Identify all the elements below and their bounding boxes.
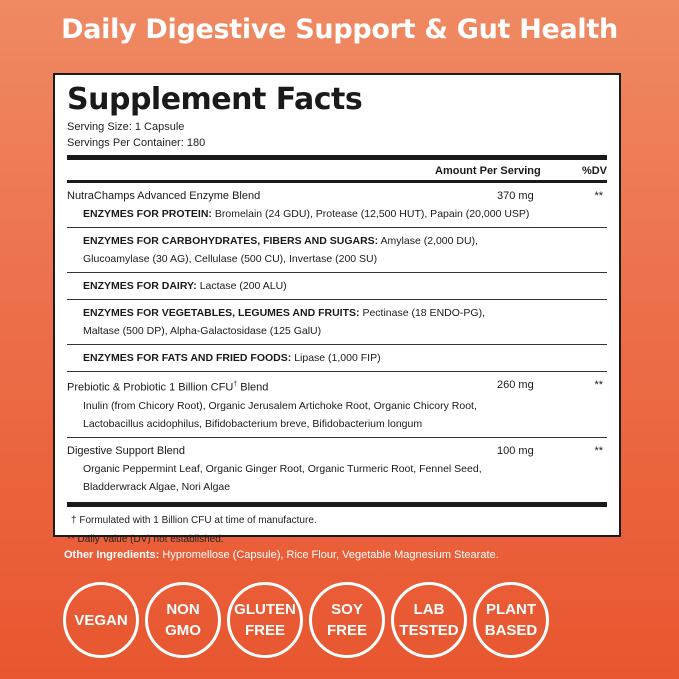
badge-line: GLUTEN [234,601,296,618]
enzyme-group [67,345,607,371]
plant-based-badge [473,582,549,658]
column-header-row [67,160,607,180]
other-ingredients-text: Hypromellose (Capsule), Rice Flour, Vegetable Magnesium Stearate. [159,549,499,561]
blend-row [67,372,607,397]
blend-row [67,438,607,460]
badge-line: VEGAN [74,611,128,629]
enzyme-group-label: ENZYMES FOR DAIRY: [83,280,197,292]
blend-name: Prebiotic & Probiotic 1 Billion CFU [67,381,234,394]
badge-line: TESTED [399,622,459,639]
gluten-free-badge [227,582,303,658]
badge-line: PLANT [486,601,536,618]
blend-amount: 370 mg [497,190,534,202]
enzyme-group-text: Bromelain (24 GDU), Protease (12,500 HUT), Papain (20,000 USP) [214,208,530,220]
enzyme-group-text: Pectinase (18 ENDO-PG), [362,307,485,319]
blend-row [67,183,607,205]
other-ingredients [64,549,499,561]
dv-header: %DV [581,165,607,177]
lab-tested-badge [391,582,467,658]
badge-line: GMO [165,622,201,639]
enzyme-group-text: Glucoamylase (30 AG), Cellulase (500 CU), Invertase (200 SU) [83,253,378,265]
blend-ingredients [67,397,607,437]
enzyme-group-text: Lactase (200 ALU) [199,280,287,292]
enzyme-group-text: Lipase (1,000 FIP) [294,352,381,364]
blend-dv: ** [594,444,603,457]
blend-dv: ** [594,379,603,391]
blend-name-suffix: Blend [237,381,269,394]
ingredients-line: Bladderwrack Algae, Nori Algae [83,480,231,493]
footnote-dv: ** Daily Value (DV) not established. [67,533,224,545]
footnote-cfu: † Formulated with 1 Billion CFU at time of manufacture. [71,514,317,526]
soy-free-badge [309,582,385,658]
amount-header: Amount Per Serving [435,165,541,177]
ingredients-line: Inulin (from Chicory Root), Organic Jerusalem Artichoke Root, Organic Chicory Root, [83,399,477,412]
badge-line: NON [166,601,200,618]
badge-line: LAB [413,601,445,618]
enzyme-group-text: Amylase (2,000 DU), [380,235,478,247]
non-gmo-badge [145,582,221,658]
badge-line: FREE [326,622,367,639]
vegan-badge [63,582,139,658]
headline: Daily Digestive Support & Gut Health [61,14,618,45]
dagger-mark: † [233,381,238,388]
enzyme-group-label: ENZYMES FOR PROTEIN: [83,208,212,220]
supplement-facts-panel [53,73,621,545]
enzyme-group-label: ENZYMES FOR VEGETABLES, LEGUMES AND FRUITS: [83,307,360,319]
enzyme-group-text: Maltase (500 DP), Alpha-Galactosidase (125 GalU) [83,325,322,337]
ingredients-line: Lactobacillus acidophilus, Bifidobacterium breve, Bifidobacterium longum [83,417,423,430]
enzyme-group [67,273,607,299]
badge-row [0,582,679,668]
badge-line: FREE [244,622,285,639]
blend-amount: 100 mg [497,444,534,457]
other-ingredients-label: Other Ingredients: [64,549,160,561]
enzyme-group-label: ENZYMES FOR FATS AND FRIED FOODS: [83,352,292,364]
ingredients-line: Organic Peppermint Leaf, Organic Ginger Root, Organic Turmeric Root, Fennel Seed, [83,462,482,475]
serving-size: Serving Size: 1 Capsule [67,121,185,133]
blend-ingredients [67,460,607,500]
enzyme-group [67,300,607,344]
blend-dv: ** [594,190,603,202]
blend-amount: 260 mg [497,379,534,391]
enzyme-group-label: ENZYMES FOR CARBOHYDRATES, FIBERS AND SUGARS: [83,235,379,247]
blend-name: Digestive Support Blend [67,444,186,457]
enzyme-group [67,205,607,227]
panel-title: Supplement Facts [67,82,363,117]
badge-line: BASED [484,622,538,639]
servings-per-container: Servings Per Container: 180 [67,137,206,149]
enzyme-group [67,228,607,272]
blend-name: NutraChamps Advanced Enzyme Blend [67,190,261,202]
badge-line: SOY [331,601,363,618]
